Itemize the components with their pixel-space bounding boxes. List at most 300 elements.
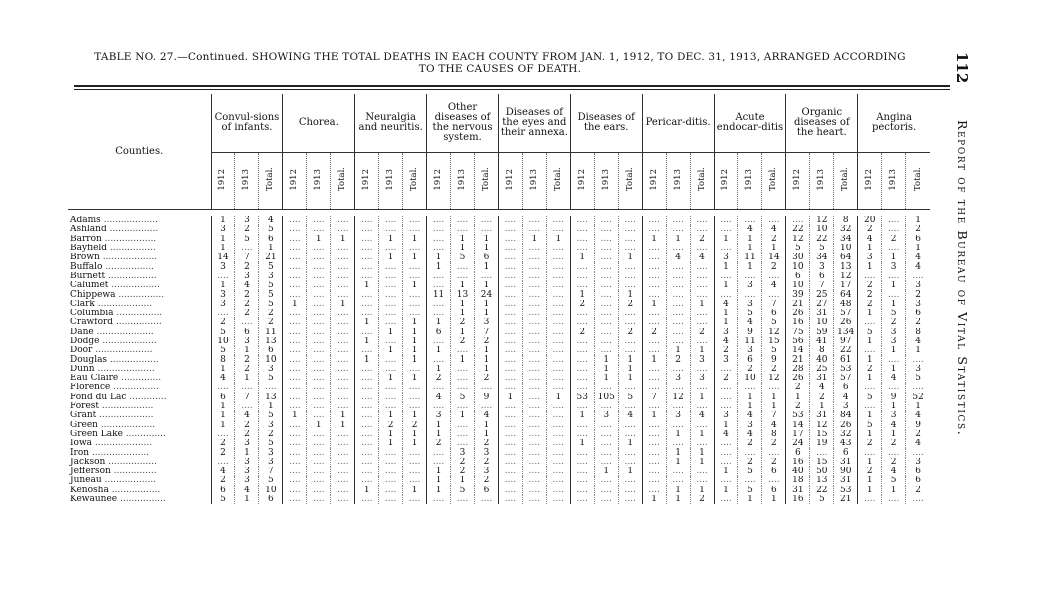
leader-dots: ...................: [99, 336, 157, 346]
table-cell: 31: [834, 458, 858, 467]
table-cell: 4: [906, 253, 930, 262]
table-cell: 1: [211, 421, 235, 430]
county-name: [68, 374, 211, 383]
table-cell: 5: [259, 439, 283, 448]
table-cell: 1: [618, 374, 642, 383]
table-cell: 2: [474, 476, 498, 485]
table-cell: ....: [498, 402, 522, 411]
table-cell: 1: [427, 467, 451, 476]
table-cell: ....: [331, 476, 355, 485]
table-cell: ....: [594, 495, 618, 504]
year-header: [642, 153, 666, 210]
table-cell: 39: [786, 290, 810, 299]
table-cell: 2: [642, 328, 666, 337]
table-cell: ....: [522, 411, 546, 420]
table-cell: 10: [786, 281, 810, 290]
table-cell: 2: [690, 495, 714, 504]
table-cell: 1: [427, 430, 451, 439]
table-cell: ....: [594, 458, 618, 467]
table-cell: 6: [259, 235, 283, 244]
table-cell: 3: [690, 355, 714, 364]
table-cell: ....: [355, 309, 379, 318]
table-cell: 53: [834, 365, 858, 374]
table-cell: 7: [762, 411, 786, 420]
table-cell: ....: [235, 318, 259, 327]
table-title: [40, 51, 960, 75]
table-cell: ....: [546, 244, 570, 253]
table-cell: 14: [762, 253, 786, 262]
table-cell: 53: [570, 393, 594, 402]
table-cell: ....: [355, 458, 379, 467]
table-row: [68, 476, 930, 485]
table-cell: 1: [714, 421, 738, 430]
table-cell: ....: [355, 411, 379, 420]
table-cell: ....: [307, 383, 331, 392]
table-cell: 6: [906, 467, 930, 476]
table-cell: ....: [666, 272, 690, 281]
table-cell: ....: [498, 244, 522, 253]
table-cell: 105: [594, 393, 618, 402]
table-cell: ....: [379, 309, 403, 318]
table-cell: ....: [570, 486, 594, 495]
table-cell: ....: [642, 290, 666, 299]
table-cell: 12: [786, 235, 810, 244]
table-cell: 6: [906, 476, 930, 485]
table-cell: 1: [379, 346, 403, 355]
table-cell: 2: [451, 458, 475, 467]
table-cell: ....: [762, 272, 786, 281]
county-label: Adams: [70, 216, 101, 226]
table-cell: ....: [546, 448, 570, 457]
table-cell: ....: [498, 328, 522, 337]
table-cell: ....: [738, 476, 762, 485]
table-cell: ....: [427, 300, 451, 309]
year-header-label: 1913: [385, 168, 396, 191]
table-cell: 56: [786, 337, 810, 346]
table-cell: ....: [594, 281, 618, 290]
table-cell: ....: [498, 216, 522, 225]
year-header-label: Total.: [265, 167, 276, 192]
table-cell: 6: [762, 309, 786, 318]
table-cell: ....: [522, 262, 546, 271]
table-cell: ....: [498, 365, 522, 374]
table-cell: ....: [618, 402, 642, 411]
table-cell: 53: [834, 486, 858, 495]
table-cell: 2: [235, 290, 259, 299]
table-row: [68, 439, 930, 448]
table-cell: ....: [714, 402, 738, 411]
table-cell: 2: [379, 421, 403, 430]
running-side-title: Report of the Bureau of Vital Statistics.: [955, 120, 970, 437]
table-cell: ....: [618, 262, 642, 271]
table-cell: ....: [331, 309, 355, 318]
table-cell: ....: [474, 216, 498, 225]
year-header: [427, 153, 451, 210]
table-cell: 1: [403, 253, 427, 262]
table-cell: 10: [259, 486, 283, 495]
table-cell: ....: [546, 253, 570, 262]
table-cell: 4: [235, 281, 259, 290]
table-cell: 1: [355, 355, 379, 364]
table-cell: 1: [594, 467, 618, 476]
table-cell: ....: [498, 337, 522, 346]
table-cell: 3: [474, 467, 498, 476]
table-cell: ....: [642, 383, 666, 392]
table-cell: 4: [738, 225, 762, 234]
table-cell: 2: [618, 328, 642, 337]
table-cell: ....: [307, 300, 331, 309]
table-cell: 2: [882, 458, 906, 467]
table-cell: 2: [690, 328, 714, 337]
table-cell: ....: [570, 272, 594, 281]
table-cell: ....: [355, 495, 379, 504]
table-cell: ....: [546, 439, 570, 448]
table-cell: 2: [762, 439, 786, 448]
table-cell: 31: [786, 486, 810, 495]
table-cell: 6: [211, 393, 235, 402]
table-cell: ....: [451, 439, 475, 448]
table-cell: ....: [355, 421, 379, 430]
table-cell: ....: [307, 365, 331, 374]
table-row: [68, 355, 930, 364]
year-header: [762, 153, 786, 210]
table-cell: 1: [259, 244, 283, 253]
table-cell: ....: [570, 235, 594, 244]
table-cell: 2: [474, 458, 498, 467]
table-body: [68, 216, 930, 504]
table-cell: ....: [522, 318, 546, 327]
table-cell: ....: [474, 495, 498, 504]
table-cell: 1: [858, 244, 882, 253]
leader-dots: ..................: [101, 234, 157, 244]
table-cell: ....: [403, 365, 427, 374]
table-cell: ....: [451, 495, 475, 504]
table-cell: ....: [618, 281, 642, 290]
table-cell: ....: [594, 235, 618, 244]
table-cell: ....: [594, 337, 618, 346]
table-cell: 1: [451, 235, 475, 244]
table-cell: ....: [331, 225, 355, 234]
table-row: [68, 374, 930, 383]
table-cell: 4: [810, 383, 834, 392]
table-cell: 5: [451, 253, 475, 262]
table-cell: 5: [451, 393, 475, 402]
table-cell: ....: [283, 290, 307, 299]
table-cell: 5: [810, 495, 834, 504]
table-cell: ....: [858, 383, 882, 392]
table-cell: 8: [762, 430, 786, 439]
table-cell: ....: [594, 486, 618, 495]
table-cell: 2: [211, 448, 235, 457]
table-row: [68, 216, 930, 225]
table-cell: 1: [858, 309, 882, 318]
county-label: Iron: [70, 448, 90, 458]
year-header-label: 1912: [864, 168, 875, 191]
table-cell: ....: [331, 281, 355, 290]
table-cell: 1: [427, 318, 451, 327]
table-cell: 4: [858, 235, 882, 244]
table-cell: ....: [546, 290, 570, 299]
table-cell: ....: [331, 328, 355, 337]
table-row: [68, 467, 930, 476]
table-cell: 134: [834, 328, 858, 337]
table-cell: 1: [690, 448, 714, 457]
table-cell: 59: [810, 328, 834, 337]
table-cell: ....: [283, 225, 307, 234]
table-cell: ....: [403, 272, 427, 281]
table-cell: ....: [666, 216, 690, 225]
table-cell: 3: [235, 216, 259, 225]
table-cell: ....: [307, 309, 331, 318]
table-row: [68, 253, 930, 262]
table-cell: 7: [259, 467, 283, 476]
table-cell: ....: [307, 328, 331, 337]
table-cell: ....: [235, 402, 259, 411]
table-cell: 5: [211, 495, 235, 504]
year-header-label: Total.: [337, 167, 348, 192]
table-cell: 2: [858, 439, 882, 448]
table-cell: ....: [570, 467, 594, 476]
table-cell: 3: [211, 300, 235, 309]
county-name: [68, 300, 211, 309]
table-row: [68, 495, 930, 504]
table-cell: ....: [522, 337, 546, 346]
table-cell: ....: [882, 216, 906, 225]
county-name: [68, 355, 211, 364]
table-cell: ....: [331, 318, 355, 327]
table-cell: ....: [211, 383, 235, 392]
table-cell: 3: [666, 411, 690, 420]
table-cell: 1: [283, 300, 307, 309]
table-cell: 6: [810, 272, 834, 281]
table-cell: 1: [355, 486, 379, 495]
table-cell: ....: [642, 486, 666, 495]
table-cell: ....: [906, 383, 930, 392]
table-cell: ....: [666, 383, 690, 392]
table-cell: 11: [427, 290, 451, 299]
table-cell: ....: [522, 458, 546, 467]
table-cell: ....: [403, 393, 427, 402]
table-cell: ....: [498, 346, 522, 355]
table-cell: ....: [307, 290, 331, 299]
table-cell: 7: [810, 281, 834, 290]
year-header-label: Total.: [768, 167, 779, 192]
table-cell: 1: [379, 328, 403, 337]
year-header: [858, 153, 882, 210]
table-cell: ....: [570, 365, 594, 374]
table-cell: 5: [235, 235, 259, 244]
table-cell: ....: [594, 383, 618, 392]
table-cell: ....: [283, 467, 307, 476]
table-cell: ....: [307, 216, 331, 225]
table-cell: ....: [403, 216, 427, 225]
table-cell: 1: [451, 328, 475, 337]
table-cell: ....: [355, 262, 379, 271]
year-header-label: 1913: [241, 168, 252, 191]
table-cell: ....: [642, 262, 666, 271]
table-cell: ....: [498, 374, 522, 383]
table-cell: 2: [259, 318, 283, 327]
county-label: Dunn: [70, 364, 95, 374]
table-cell: ....: [642, 253, 666, 262]
table-cell: ....: [642, 402, 666, 411]
table-cell: 1: [307, 421, 331, 430]
table-cell: ....: [403, 262, 427, 271]
table-cell: ....: [379, 216, 403, 225]
table-cell: 16: [786, 318, 810, 327]
table-cell: 3: [235, 476, 259, 485]
table-cell: ....: [355, 374, 379, 383]
table-cell: ....: [355, 216, 379, 225]
table-cell: 4: [618, 411, 642, 420]
table-cell: ....: [307, 318, 331, 327]
table-cell: 7: [235, 253, 259, 262]
leader-dots: ...................: [97, 420, 156, 430]
table-cell: ....: [882, 355, 906, 364]
table-cell: 1: [618, 355, 642, 364]
county-name: [68, 439, 211, 448]
year-header-label: 1912: [433, 168, 444, 191]
table-cell: ....: [379, 355, 403, 364]
table-cell: 4: [690, 411, 714, 420]
table-cell: ....: [474, 272, 498, 281]
table-cell: ....: [379, 476, 403, 485]
table-row: [68, 430, 930, 439]
table-cell: ....: [307, 281, 331, 290]
table-cell: 22: [786, 225, 810, 234]
leader-dots: ...................: [94, 299, 153, 309]
table-cell: 1: [427, 253, 451, 262]
table-cell: 9: [762, 355, 786, 364]
table-cell: ....: [522, 495, 546, 504]
table-cell: ....: [211, 430, 235, 439]
table-cell: ....: [642, 421, 666, 430]
table-cell: 1: [858, 337, 882, 346]
table-cell: 1: [666, 235, 690, 244]
leader-dots: ..................: [99, 401, 154, 412]
county-name: [68, 244, 211, 253]
table-cell: ....: [379, 365, 403, 374]
table-cell: 1: [714, 318, 738, 327]
table-cell: 2: [690, 235, 714, 244]
table-cell: 3: [211, 290, 235, 299]
table-cell: 1: [211, 235, 235, 244]
table-cell: 1: [451, 476, 475, 485]
table-cell: ....: [570, 458, 594, 467]
table-cell: ....: [498, 476, 522, 485]
table-cell: ....: [355, 300, 379, 309]
table-cell: 5: [618, 393, 642, 402]
table-cell: 2: [738, 458, 762, 467]
table-cell: 3: [810, 262, 834, 271]
table-cell: 2: [451, 467, 475, 476]
table-cell: 2: [858, 467, 882, 476]
table-cell: 6: [474, 486, 498, 495]
table-cell: 4: [906, 337, 930, 346]
table-cell: ....: [331, 402, 355, 411]
table-cell: 1: [498, 393, 522, 402]
table-cell: ....: [666, 290, 690, 299]
county-label: Green Lake: [70, 429, 123, 439]
table-cell: 1: [474, 309, 498, 318]
table-cell: ....: [666, 262, 690, 271]
table-cell: 2: [858, 281, 882, 290]
table-cell: ....: [283, 402, 307, 411]
table-cell: ....: [618, 430, 642, 439]
county-label: Florence: [70, 383, 111, 393]
county-name: [68, 411, 211, 420]
table-cell: 24: [474, 290, 498, 299]
table-cell: 3: [834, 402, 858, 411]
year-header-label: Total.: [696, 167, 707, 192]
table-cell: ....: [283, 374, 307, 383]
table-cell: ....: [738, 272, 762, 281]
table-cell: ....: [427, 281, 451, 290]
table-cell: ....: [594, 300, 618, 309]
table-cell: ....: [522, 383, 546, 392]
table-cell: 3: [259, 272, 283, 281]
county-name: [68, 272, 211, 281]
table-cell: ....: [738, 290, 762, 299]
table-cell: ....: [546, 421, 570, 430]
table-cell: ....: [882, 225, 906, 234]
table-cell: ....: [307, 337, 331, 346]
table-cell: ....: [522, 476, 546, 485]
year-header: [307, 153, 331, 210]
table-cell: ....: [618, 244, 642, 253]
table-cell: 50: [810, 467, 834, 476]
table-cell: 3: [738, 281, 762, 290]
table-cell: ....: [786, 216, 810, 225]
table-cell: 26: [834, 318, 858, 327]
table-cell: 2: [427, 439, 451, 448]
county-label: Burnett: [70, 271, 106, 281]
group-header: Neuralgia and neuritis.: [355, 94, 427, 153]
table-cell: 2: [858, 290, 882, 299]
table-cell: 1: [762, 495, 786, 504]
table-cell: 6: [427, 328, 451, 337]
table-cell: 17: [786, 430, 810, 439]
table-cell: 10: [786, 262, 810, 271]
table-cell: 12: [810, 216, 834, 225]
table-cell: 3: [714, 328, 738, 337]
year-header: [259, 153, 283, 210]
table-cell: 4: [738, 318, 762, 327]
table-cell: ....: [522, 467, 546, 476]
table-cell: ....: [283, 328, 307, 337]
table-cell: 3: [714, 355, 738, 364]
table-row: [68, 272, 930, 281]
table-cell: ....: [666, 300, 690, 309]
table-cell: ....: [379, 281, 403, 290]
table-cell: ....: [283, 318, 307, 327]
table-cell: 3: [259, 365, 283, 374]
year-header: [451, 153, 475, 210]
table-cell: ....: [594, 253, 618, 262]
table-cell: ....: [355, 365, 379, 374]
table-cell: ....: [666, 439, 690, 448]
table-cell: 6: [786, 448, 810, 457]
table-cell: ....: [642, 309, 666, 318]
table-cell: ....: [331, 393, 355, 402]
table-cell: ....: [498, 225, 522, 234]
table-cell: 32: [834, 225, 858, 234]
table-row: [68, 235, 930, 244]
table-cell: ....: [427, 337, 451, 346]
table-cell: 4: [714, 430, 738, 439]
table-cell: ....: [858, 448, 882, 457]
table-cell: ....: [570, 318, 594, 327]
